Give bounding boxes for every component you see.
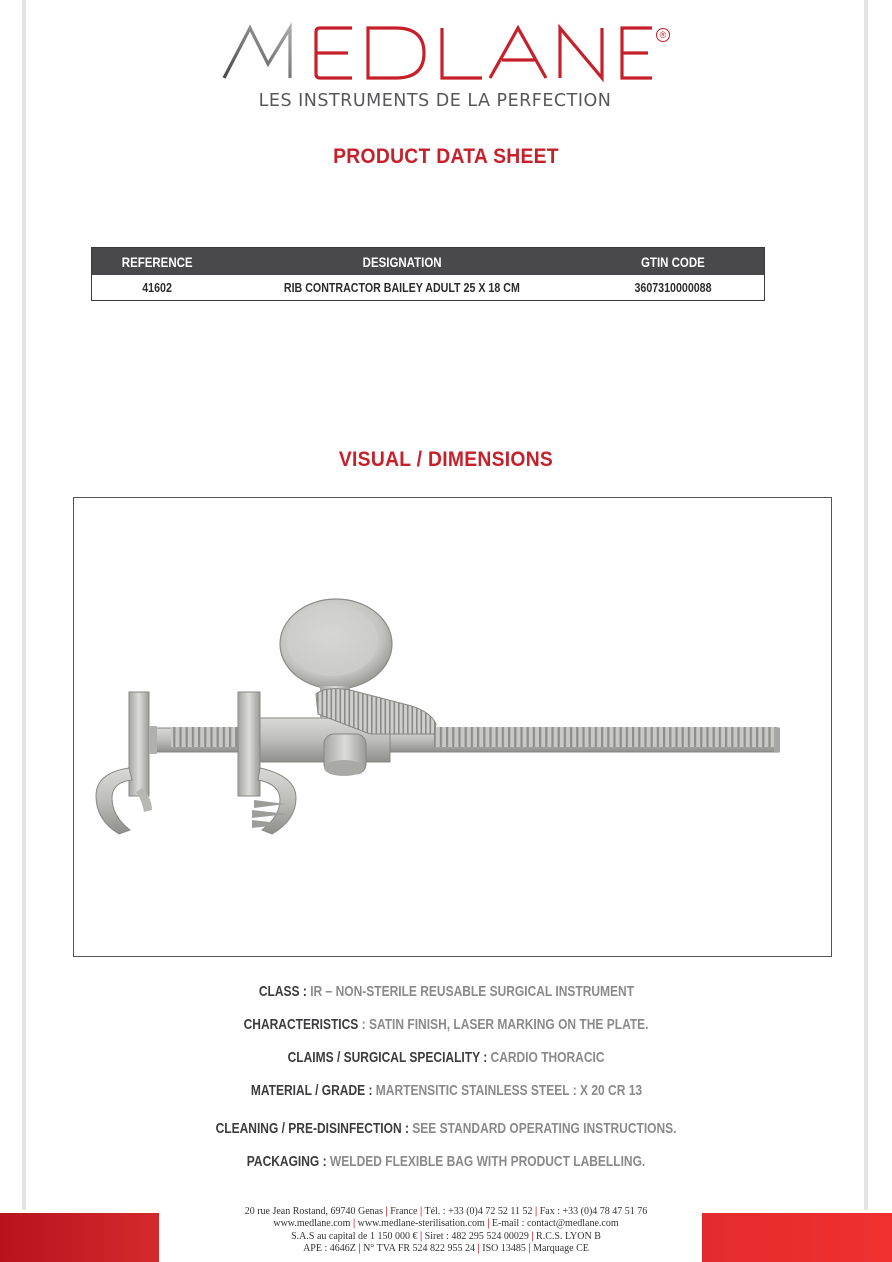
spec-packaging: PACKAGING : WELDED FLEXIBLE BAG WITH PRODUCT LABELLING. (246, 1153, 646, 1170)
website-link[interactable]: www.medlane.com (273, 1218, 351, 1230)
sterilisation-website-link[interactable]: www.medlane-sterilisation.com (357, 1218, 485, 1230)
table-row (92, 275, 764, 300)
reference-table-header (92, 248, 764, 275)
header-designation: DESIGNATION (362, 253, 442, 270)
product-data-sheet-title: PRODUCT DATA SHEET (333, 145, 559, 168)
footer-line-2: www.medlane.com | www.medlane-sterilisation.com | E-mail : contact@medlane.com (273, 1218, 619, 1230)
medlane-logo (220, 22, 680, 84)
cell-designation: RIB CONTRACTOR BAILEY ADULT 25 X 18 CM (284, 280, 520, 295)
spec-claims: CLAIMS / SURGICAL SPECIALITY : CARDIO THORACIC (287, 1049, 605, 1066)
footer-line-4: APE : 4646Z | N° TVA FR 524 822 955 24 | ISO 13485 | Marquage CE (303, 1243, 589, 1255)
cell-gtin-code: 3607310000088 (633, 280, 712, 295)
footer-line-3: S.A.S au capital de 1 150 000 € | Siret : 482 295 524 00029 | R.C.S. LYON B (291, 1230, 601, 1242)
spec-class: CLASS : IR – NON-STERILE REUSABLE SURGICAL INSTRUMENT (258, 983, 634, 1000)
spec-material: MATERIAL / GRADE : MARTENSITIC STAINLESS STEEL : X 20 CR 13 (250, 1082, 642, 1099)
cell-reference: 41602 (142, 280, 172, 295)
email-link[interactable]: E-mail : contact@medlane.com (491, 1218, 619, 1230)
header-gtin-code: GTIN CODE (640, 253, 705, 270)
footer (0, 1206, 892, 1256)
spec-characteristics: CHARACTERISTICS : SATIN FINISH, LASER MARKING ON THE PLATE. (243, 1016, 649, 1033)
header-reference: REFERENCE (121, 253, 193, 270)
spec-cleaning: CLEANING / PRE-DISINFECTION : SEE STANDARD OPERATING INSTRUCTIONS. (215, 1120, 677, 1137)
footer-line-1: 20 rue Jean Rostand, 69740 Genas | France | Tél. : +33 (0)4 72 52 11 52 | Fax : +33 (0)4 78 47 51 76 (244, 1206, 648, 1217)
tagline: LES INSTRUMENTS DE LA PERFECTION (258, 91, 612, 111)
rib-contractor-image (74, 498, 831, 956)
visual-box (73, 497, 832, 957)
reference-table (91, 247, 765, 301)
visual-dimensions-title: VISUAL / DIMENSIONS (338, 448, 554, 471)
registered-mark: ® (656, 28, 670, 42)
